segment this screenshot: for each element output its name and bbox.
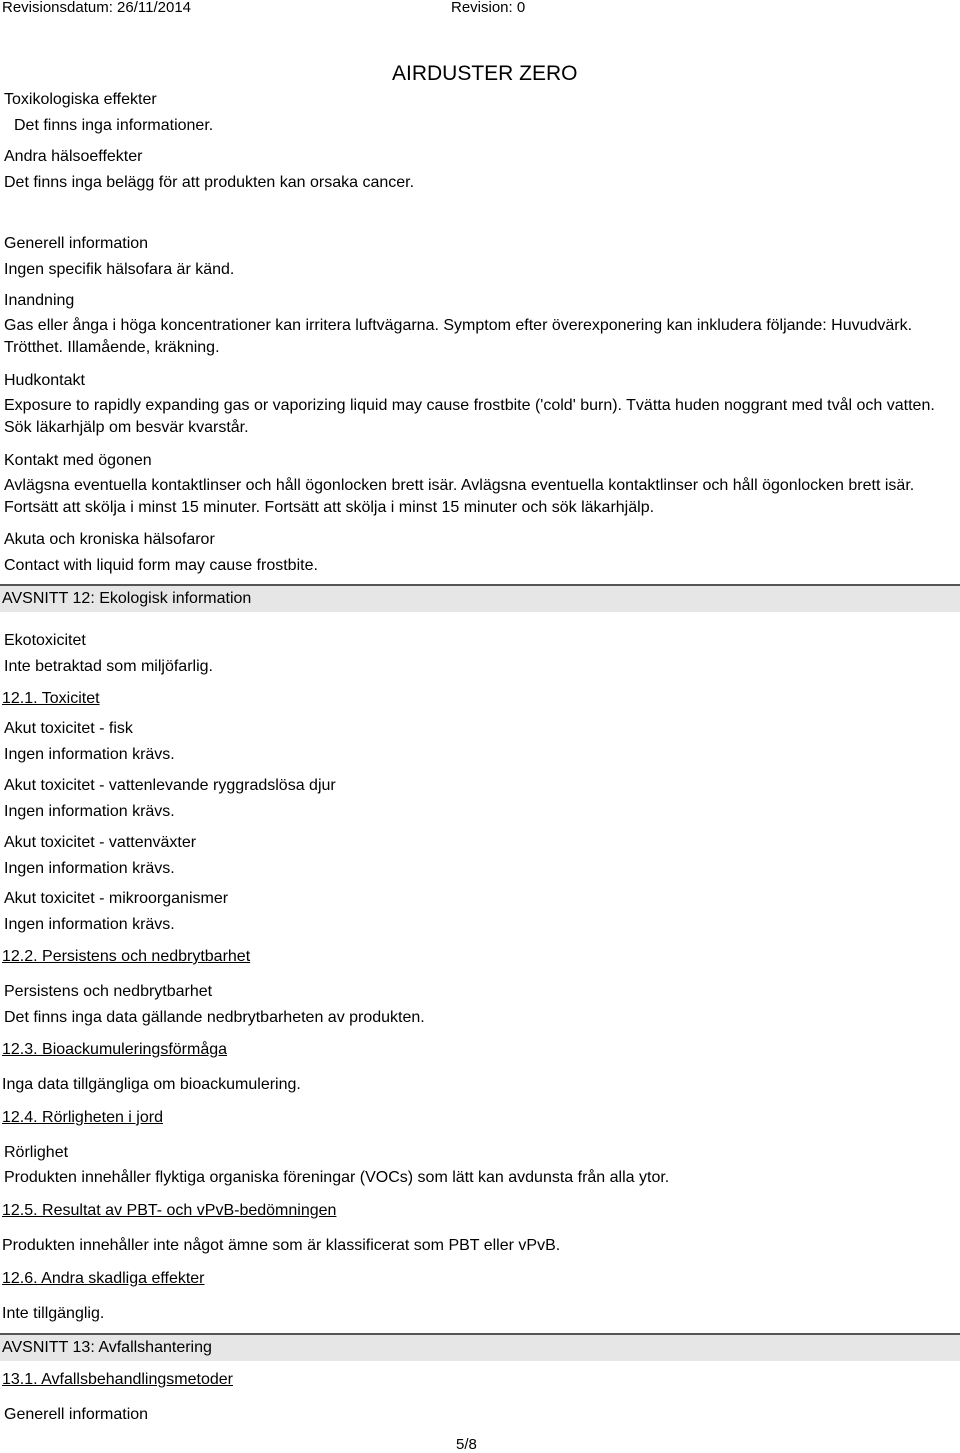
mobility-heading: Rörlighet <box>4 1144 69 1161</box>
fish-toxicity-text: Ingen information krävs. <box>4 746 175 763</box>
ecotoxicity-heading: Ekotoxicitet <box>4 632 86 649</box>
general-info-heading: Generell information <box>4 235 149 252</box>
subsection-12-2: 12.2. Persistens och nedbrytbarhet <box>2 948 251 965</box>
bioaccumulation-text: Inga data tillgängliga om bioackumulering. <box>2 1076 301 1093</box>
other-health-text: Det finns inga belägg för att produkten kan orsaka cancer. <box>4 174 415 191</box>
eye-contact-text: Avlägsna eventuella kontaktlinser och håll ögonlocken brett isär. Avlägsna eventuella kontaktlinser och håll ögonlocken brett isär. Fortsätt att skölja i minst 15 minuter. Fortsätt att skölja i minst 15 minuter och sök läkarhjälp. <box>4 477 915 516</box>
plant-toxicity-heading: Akut toxicitet - vattenväxter <box>4 834 197 851</box>
subsection-12-4: 12.4. Rörligheten i jord <box>2 1109 163 1126</box>
skin-contact-text: Exposure to rapidly expanding gas or vaporizing liquid may cause frostbite ('cold' burn). Tvätta huden noggrant med tvål och vatten. Sök läkarhjälp om besvär kvarstår. <box>4 397 935 436</box>
section-13-bar <box>0 1333 960 1361</box>
waste-general-heading: Generell information <box>4 1406 149 1423</box>
revision-number: Revision: 0 <box>451 0 526 16</box>
other-effects-text: Inte tillgänglig. <box>2 1305 105 1322</box>
persistence-heading: Persistens och nedbrytbarhet <box>4 983 213 1000</box>
acute-chronic-text: Contact with liquid form may cause frostbite. <box>4 557 318 574</box>
skin-contact-heading: Hudkontakt <box>4 372 85 389</box>
general-info-text: Ingen specifik hälsofara är känd. <box>4 261 235 278</box>
invertebrate-toxicity-heading: Akut toxicitet - vattenlevande ryggradslösa djur <box>4 777 336 794</box>
subsection-12-6: 12.6. Andra skadliga effekter <box>2 1270 205 1287</box>
ecotoxicity-text: Inte betraktad som miljöfarlig. <box>4 658 213 675</box>
persistence-text: Det finns inga data gällande nedbrytbarheten av produkten. <box>4 1009 425 1026</box>
microorganism-toxicity-heading: Akut toxicitet - mikroorganismer <box>4 890 229 907</box>
invertebrate-toxicity-text: Ingen information krävs. <box>4 803 175 820</box>
section-13-title: AVSNITT 13: Avfallshantering <box>2 1339 212 1356</box>
fish-toxicity-heading: Akut toxicitet - fisk <box>4 720 133 737</box>
tox-effects-heading: Toxikologiska effekter <box>4 91 157 108</box>
inhalation-text: Gas eller ånga i höga koncentrationer kan irritera luftvägarna. Symptom efter överexponering kan inkludera följande: Huvudvärk. Trötthet. Illamående, kräkning. <box>4 317 913 356</box>
subsection-12-5: 12.5. Resultat av PBT- och vPvB-bedömningen <box>2 1202 337 1219</box>
pbt-text: Produkten innehåller inte något ämne som är klassificerat som PBT eller vPvB. <box>2 1237 561 1254</box>
page-number: 5/8 <box>456 1436 477 1453</box>
inhalation-heading: Inandning <box>4 292 75 309</box>
mobility-text: Produkten innehåller flyktiga organiska föreningar (VOCs) som lätt kan avdunsta från alla ytor. <box>4 1169 670 1186</box>
subsection-12-3: 12.3. Bioackumuleringsförmåga <box>2 1041 228 1058</box>
tox-effects-text: Det finns inga informationer. <box>14 117 214 134</box>
subsection-13-1: 13.1. Avfallsbehandlingsmetoder <box>2 1371 233 1388</box>
acute-chronic-heading: Akuta och kroniska hälsofaror <box>4 531 215 548</box>
product-title: AIRDUSTER ZERO <box>392 62 578 85</box>
eye-contact-heading: Kontakt med ögonen <box>4 452 152 469</box>
revision-date: Revisionsdatum: 26/11/2014 <box>2 0 192 16</box>
subsection-12-1: 12.1. Toxicitet <box>2 690 100 707</box>
microorganism-toxicity-text: Ingen information krävs. <box>4 916 175 933</box>
section-12-title: AVSNITT 12: Ekologisk information <box>2 590 252 607</box>
other-health-heading: Andra hälsoeffekter <box>4 148 143 165</box>
section-12-bar <box>0 584 960 612</box>
plant-toxicity-text: Ingen information krävs. <box>4 860 175 877</box>
